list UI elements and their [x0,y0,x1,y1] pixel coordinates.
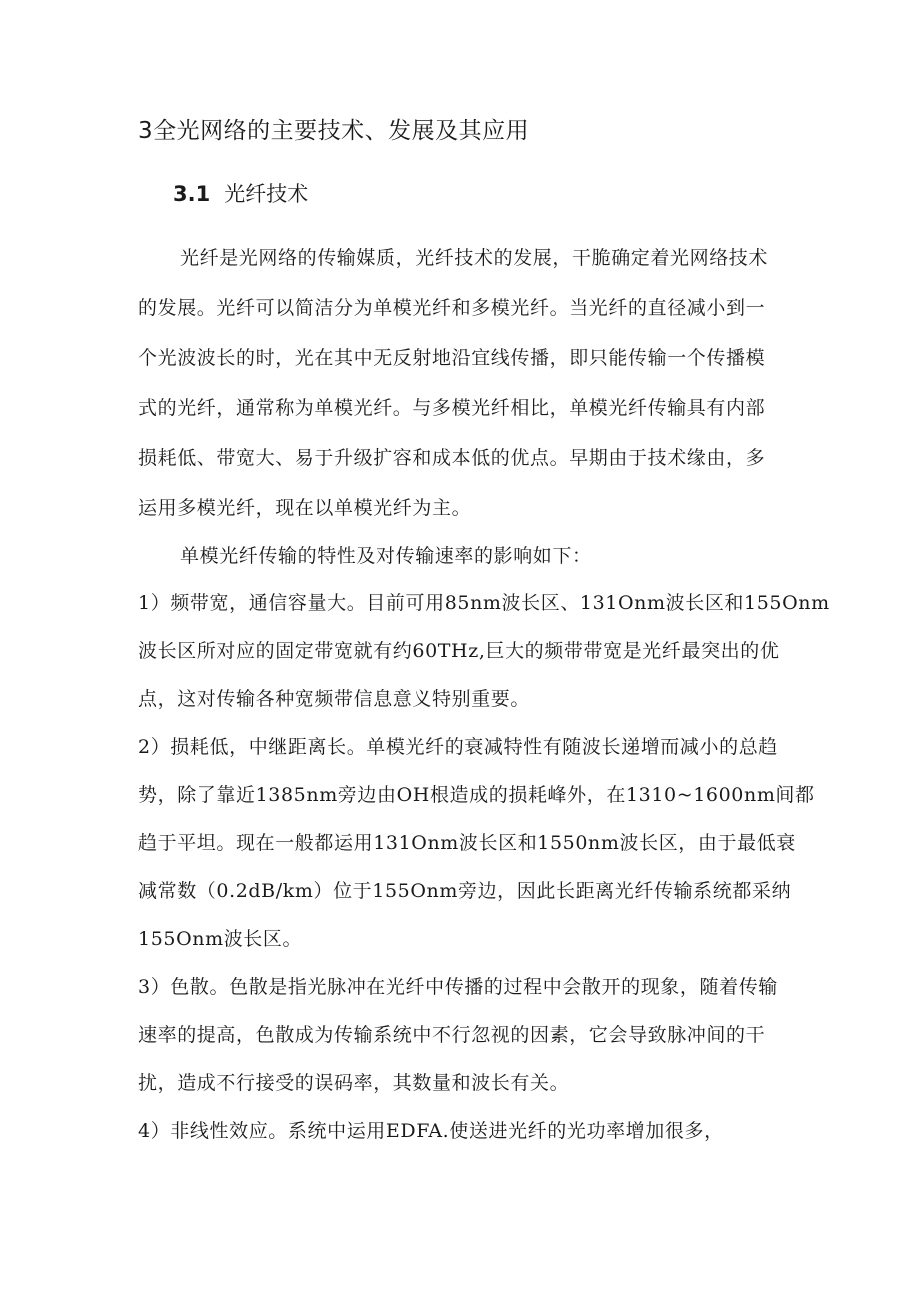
list-item-line: 速率的提高，色散成为传输系统中不行忽视的因素，它会导致脉冲间的干 [138,1024,766,1046]
paragraph-line: 的发展。光纤可以简洁分为单模光纤和多模光纤。当光纤的直径减小到一 [138,297,766,319]
list-item-line: 减常数（0.2dB∕km）位于155Onm旁边，因此长距离光纤传输系统都采纳 [138,880,792,902]
list-item-line: 4）非线性效应。系统中运用EDFA.使送进光纤的光功率增加很多， [138,1120,724,1142]
paragraph-line: 单模光纤传输的特性及对传输速率的影响如下： [180,545,592,567]
paragraph-line: 式的光纤，通常称为单模光纤。与多模光纤相比，单模光纤传输具有内部 [138,397,766,419]
subsection-heading [173,178,308,208]
list-item-line: 势，除了靠近1385nm旁边由OH根造成的损耗峰外，在1310~1600nm间都 [138,784,815,806]
paragraph-line: 运用多模光纤，现在以单模光纤为主。 [138,497,472,519]
paragraph-line: 光纤是光网络的传输媒质，光纤技术的发展，干脆确定着光网络技术 [180,247,769,269]
list-item-line: 趋于平坦。现在一般都运用131Onm波长区和1550nm波长区，由于最低衰 [138,832,796,854]
section-heading: 3全光网络的主要技术、发展及其应用 [138,118,530,144]
subsection-title: 光纤技术 [224,182,309,206]
list-item-line: 波长区所对应的固定带宽就有约60THz,巨大的频带带宽是光纤最突出的优 [138,640,780,662]
paragraph-line: 损耗低、带宽大、易于升级扩容和成本低的优点。早期由于技术缘由，多 [138,447,766,469]
paragraph-line: 个光波波长的时，光在其中无反射地沿宜线传播，即只能传输一个传播模 [138,347,766,369]
list-item-line: 3）色散。色散是指光脉冲在光纤中传播的过程中会散开的现象，随着传输 [138,976,778,998]
list-item-line: 2）损耗低，中继距离长。单模光纤的衰减特性有随波长递增而减小的总趋 [138,736,778,758]
subsection-number: 3.1 [173,182,211,206]
list-item-line: 1）频带宽，通信容量大。目前可用85nm波长区、131Onm波长区和155Onm [138,592,830,614]
list-item-line: 点，这对传输各种宽频带信息意义特别重要。 [138,688,531,710]
list-item-line: 155Onm波长区。 [138,928,303,950]
list-item-line: 扰，造成不行接受的误码率，其数量和波长有关。 [138,1072,570,1094]
